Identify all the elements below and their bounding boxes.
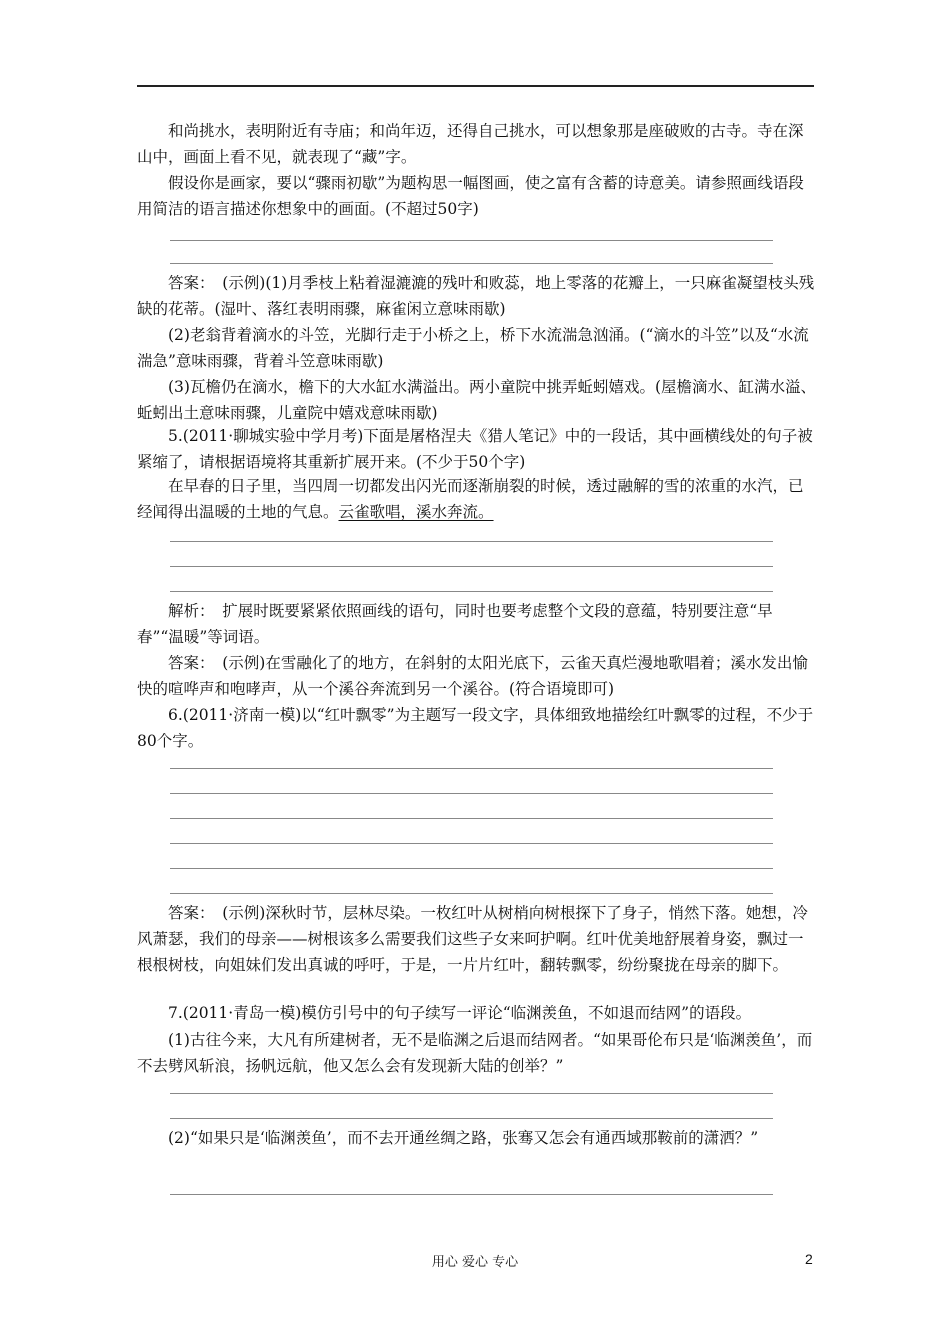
question-7-part-1: (1)古往今来，大凡有所建树者，无不是临渊之后退而结网者。“如果哥伦布只是‘临渊羡鱼’，而不去劈风斩浪，扬帆远航，他又怎么会有发现新大陆的创举？” — [137, 1031, 813, 1075]
header-rule — [137, 85, 814, 87]
passage-text: 在早春的日子里，当四周一切都发出闪光而逐渐崩裂的时候，透过融解的雪的浓重的水汽，已经闻得出温暖的土地的气息。 — [137, 477, 804, 521]
question-prompt: 假设你是画家，要以“骤雨初歇”为题构思一幅图画，使之富有含蓄的诗意美。请参照画线语段用简洁的语言描述你想象中的画面。(不超过50字) — [137, 174, 804, 218]
answer-line — [170, 591, 773, 592]
passage-5 — [137, 473, 817, 525]
answer-line — [170, 868, 773, 869]
question-6: 6.(2011·济南一模)以“红叶飘零”为主题写一段文字，具体细致地描绘红叶飘零的过程，不少于80个字。 — [137, 706, 814, 750]
answer-3: (3)瓦檐仍在滴水，檐下的大水缸水满溢出。两小童院中挑弄蚯蚓嬉戏。(屋檐滴水、缸满水溢、蚯蚓出土意味雨骤，儿童院中嬉戏意味雨歇) — [137, 378, 817, 422]
question-7-part-2: (2)“如果只是‘临渊羡鱼’，而不去开通丝绸之路，张骞又怎会有通西域那鞍前的潇洒？” — [137, 1129, 759, 1147]
answer-line — [170, 240, 773, 241]
footer-motto: 用心 爱心 专心 — [431, 1255, 519, 1270]
answer-5: 答案： (示例)在雪融化了的地方，在斜射的太阳光底下，云雀天真烂漫地歌唱着；溪水发出愉快的喧哗声和咆哮声，从一个溪谷奔流到另一个溪谷。(符合语境即可) — [137, 654, 808, 698]
underlined-sentence: 云雀歌唱，溪水奔流。 — [338, 503, 494, 521]
answer-line — [170, 818, 773, 819]
question-7: 7.(2011·青岛一模)模仿引号中的句子续写一评论“临渊羡鱼，不如退而结网”的语段。 — [137, 1004, 752, 1022]
answer-line — [170, 1194, 773, 1195]
analysis-5: 解析： 扩展时既要紧紧依照画线的语句，同时也要考虑整个文段的意蕴，特别要注意“早春”“温暖”等词语。 — [137, 602, 773, 646]
answer-line — [170, 541, 773, 542]
question-5: 5.(2011·聊城实验中学月考)下面是屠格涅夫《猎人笔记》中的一段话，其中画横线处的句子被紧缩了，请根据语境将其重新扩展开来。(不少于50个字) — [137, 427, 813, 471]
answer-line — [170, 843, 773, 844]
answer-line — [170, 793, 773, 794]
answer-line — [170, 1093, 773, 1094]
answer-line — [170, 893, 773, 894]
paragraph-temple: 和尚挑水，表明附近有寺庙；和尚年迈，还得自己挑水，可以想象那是座破败的古寺。寺在深山中，画面上看不见，就表现了“藏”字。 — [137, 122, 804, 166]
answer-line — [170, 1118, 773, 1119]
answer-line — [170, 768, 773, 769]
answer-6: 答案： (示例)深秋时节，层林尽染。一枚红叶从树梢向树根探下了身子，悄然下落。她想，冷风萧瑟，我们的母亲——树根该多么需要我们这些子女来呵护啊。红叶优美地舒展着身姿，飘过一根根树枝，向姐妹们发出真诚的呼吁，于是，一片片红叶，翻转飘零，纷纷聚拢在母亲的脚下。 — [137, 904, 808, 974]
answer-line — [170, 263, 773, 264]
page-number: 2 — [805, 1251, 813, 1267]
answer-2: (2)老翁背着滴水的斗笠，光脚行走于小桥之上，桥下水流湍急汹涌。(“滴水的斗笠”以及“水流湍急”意味雨骤，背着斗笠意味雨歇) — [137, 326, 809, 370]
answer-line — [170, 566, 773, 567]
answer-1: 答案： (示例)(1)月季枝上粘着湿漉漉的残叶和败蕊，地上零落的花瓣上，一只麻雀凝望枝头残缺的花蒂。(湿叶、落红表明雨骤，麻雀闲立意味雨歇) — [137, 274, 815, 318]
